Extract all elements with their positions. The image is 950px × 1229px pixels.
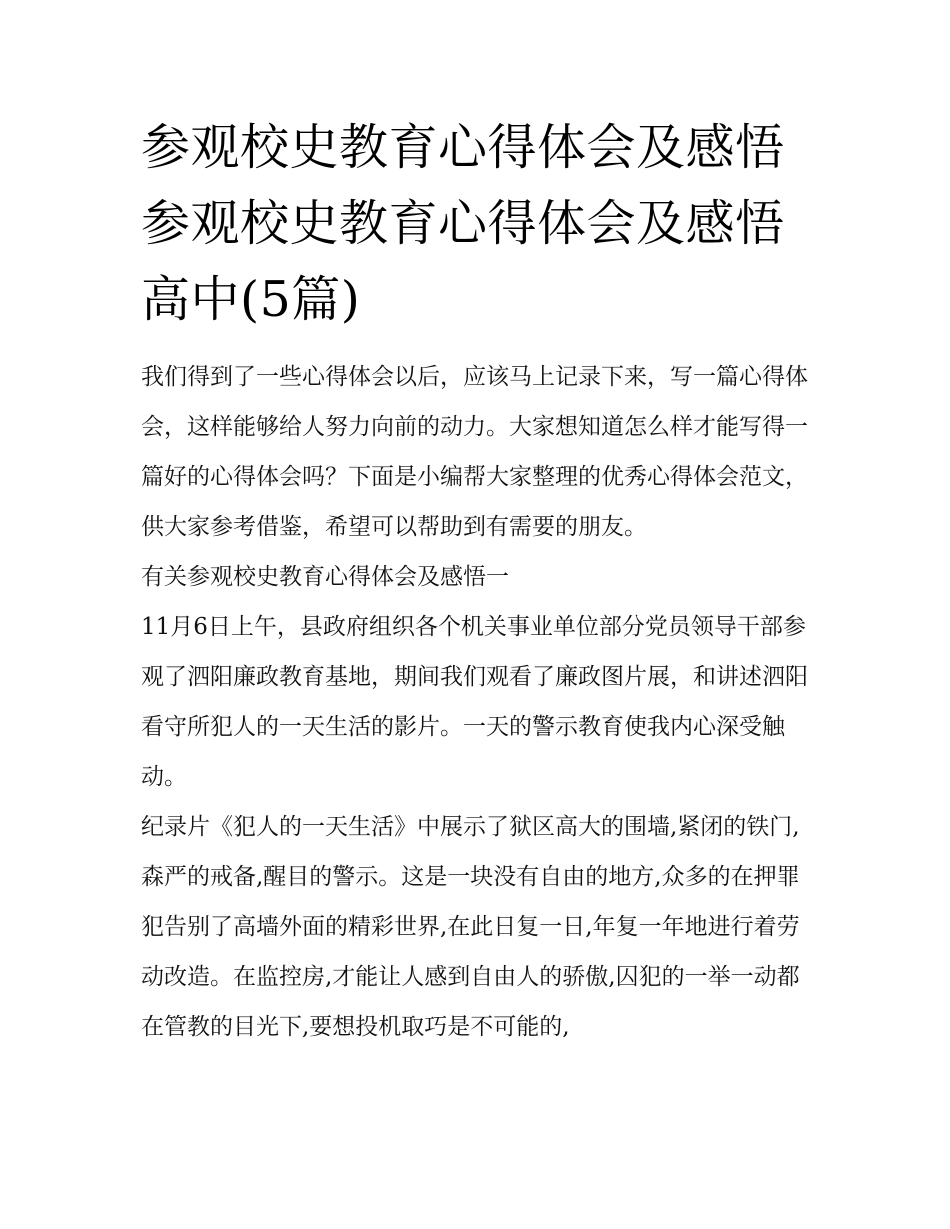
section-heading: 有关参观校史教育心得体会及感悟一: [141, 564, 509, 590]
body-paragraph: 11月6日上午，县政府组织各个机关事业单位部分党员领导干部参观了泗阳廉政教育基地，期间我们观看了廉政图片展，和讲述泗阳看守所犯人的一天生活的影片。一天的警示教育使我内心深受触动。: [141, 614, 808, 790]
body-paragraph: 纪录片《犯人的一天生活》中展示了狱区高大的围墙,紧闭的铁门,森严的戒备,醒目的警示。这是一块没有自由的地方,众多的在押罪犯告别了高墙外面的精彩世界,在此日复一日,年复一年地进行着劳动改造。在监控房,才能让人感到自由人的骄傲,囚犯的一举一动都在管教的目光下,要想投机取巧是不可能的,: [141, 814, 800, 1040]
document-title: 参观校史教育心得体会及感悟参观校史教育心得体会及感悟高中(5篇): [141, 119, 785, 328]
intro-paragraph: 我们得到了一些心得体会以后，应该马上记录下来，写一篇心得体会，这样能够给人努力向前的动力。大家想知道怎么样才能写得一篇好的心得体会吗？下面是小编帮大家整理的优秀心得体会范文，供大家参考借鉴，希望可以帮助到有需要的朋友。: [141, 364, 808, 540]
document-content: [141, 110, 816, 1052]
